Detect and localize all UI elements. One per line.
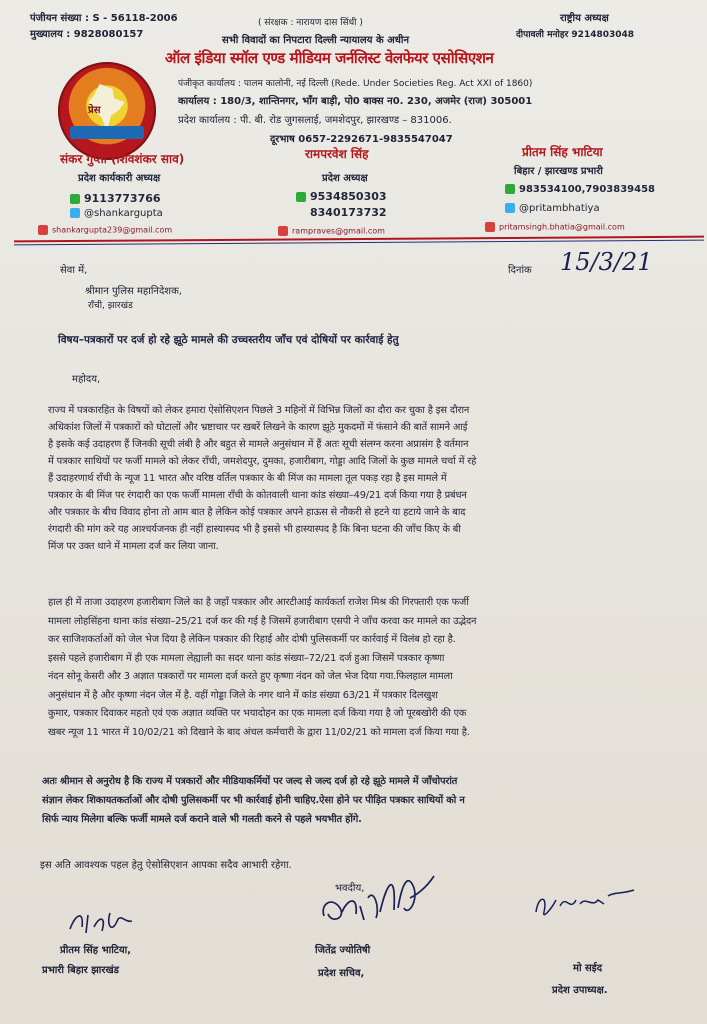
contact-3-name: प्रीतम सिंह भाटिया [522, 145, 603, 159]
association-logo [58, 62, 156, 160]
paragraph-2-line: अनुसंधान में है और कृष्णा नंदन जेल में है. वहीं गोड्डा जिले के नगर थाने में कांड संख्या 63/21 में पत्रकार दिलखुश [48, 689, 438, 701]
to-place: राँची, झारखंड [88, 301, 133, 311]
paragraph-1-line: में पत्रकार साथियों पर फर्जी मामले को लेकर राँची, जमशेदपुर, दुमका, हजारीबाग, गोड्डा आदि जिलों के कुछ मामले चर्चा में रहे [48, 456, 477, 467]
mail-icon [38, 225, 48, 235]
paragraph-1-line: मिंज पर उक्त थाने में मामला दर्ज कर लिया जाना. [48, 541, 219, 552]
signatory-2-title: प्रदेश सचिव, [318, 968, 365, 979]
paragraph-2-line: खबर न्यूज 11 भारत में 10/02/21 को दिखाने के बाद अंचल कर्मचारी के द्वारा 11/02/21 को मामला दर्ज किया गया है. [48, 726, 470, 738]
contact-3-phone: 983534100,7903839458 [505, 184, 655, 195]
head-office-phone: मुख्यालय : 9828080157 [30, 29, 144, 40]
whatsapp-icon [505, 184, 515, 194]
twitter-icon [70, 208, 80, 218]
registration-number: पंजीयन संख्या : S - 56118-2006 [30, 13, 178, 24]
national-president-label: राष्ट्रीय अध्यक्ष [560, 13, 609, 24]
paragraph-1-line: हैं उदाहरणार्थ राँची के न्यूज 11 भारत और वरिष्ठ वर्तिल पत्रकार के बी मिंज का मामला तूल पकड़ रहा है इस मामले में [48, 473, 447, 484]
paragraph-3-line: अतः श्रीमान से अनुरोध है कि राज्य में पत्रकारों और मीडियाकर्मियों पर जल्द से जल्द दर्ज हो रहे झूठे मामले में जाँचोपरांत [42, 776, 458, 787]
paragraph-1-line: राज्य में पत्रकारहित के विषयों को लेकर हमारा ऐसोसिएशन पिछले 3 महिनों में विभिन्न जिलों का दौरा कर चुका है इस दौरान [48, 405, 470, 416]
paragraph-1-line: और पत्रकार के बीच विवाद होना तो आम बात है लेकिन कोई पत्रकार अपने हाऊस से नौकरी से हटने या हटाये जाने के बाद [48, 507, 466, 518]
signatory-1-title: प्रभारी बिहार झारखंड [42, 965, 120, 976]
logo-banner [70, 126, 144, 139]
paragraph-2 [48, 594, 676, 742]
logo-press-text: प्रेस [88, 105, 101, 116]
twitter-icon [505, 203, 515, 213]
contact-1-role: प्रदेश कार्यकारी अध्यक्ष [78, 173, 161, 184]
contact-2-role: प्रदेश अध्यक्ष [322, 173, 368, 184]
paragraph-2-line: इससे पहले हजारीबाग में ही एक मामला लेह्याली का सदर थाना कांड संख्या–72/21 दर्ज हुआ जिसमें पत्रकार कृष्णा [48, 652, 445, 664]
contact-2-email[interactable]: rampraves@gmail.com [278, 226, 385, 236]
yours-faithfully: भवदीय, [335, 883, 365, 894]
paragraph-3 [42, 772, 670, 829]
signatory-1-name: प्रीतम सिंह भाटिया, [60, 945, 132, 956]
signatory-3-name: मो सईद [573, 963, 603, 974]
jurisdiction-line: सभी विवादों का निपटारा दिल्ली न्यायालय के अधीन [222, 35, 410, 46]
to-label: सेवा में, [60, 265, 88, 276]
signatory-3-title: प्रदेश उपाध्यक्ष. [552, 985, 608, 996]
whatsapp-icon [296, 192, 306, 202]
paragraph-1-line: अधिकांश जिलों में पत्रकारों को घोटालों और भ्रष्टाचार पर खबरें लिखने के कारण झूठे मुकदमों में फंसाने की बातें सामने आई [48, 422, 468, 433]
paragraph-2-line: मामला लोहसिंहना थाना कांड संख्या–25/21 दर्ज कर की गई है जिसमें हजारीबाग एसपी ने जाँच करवा कर मामले का उद्भेदन [48, 615, 477, 627]
date-label: दिनांक [508, 265, 532, 276]
date-value: 15/3/21 [560, 248, 653, 276]
paragraph-1 [48, 402, 676, 555]
office-address: कार्यालय : 180/3, शान्तिनगर, भाँग बाड़ी, पो0 बाक्स न0. 230, अजमेर (राज) 305001 [178, 96, 533, 107]
contact-1-name: संकर गुप्ता (शिवशंकर साव) [60, 152, 185, 166]
paragraph-2-line: हाल ही में ताजा उदाहरण हजारीबाग जिले का है जहाँ पत्रकार और आरटीआई कार्यकर्ता राजेश मिश्र की गिरफ्तारी एक फर्जी [48, 597, 469, 608]
national-president: दीपावली मनोहर 9214803048 [516, 30, 635, 40]
salutation: महोदय, [72, 374, 101, 385]
subject-line: विषय–पत्रकारों पर दर्ज हो रहे झूठे मामले की उच्चस्तरीय जाँच एवं दोषियों पर कार्रवाई हेतु [58, 334, 399, 346]
contact-1-email[interactable]: shankargupta239@gmail.com [38, 225, 172, 235]
signature-2 [318, 868, 438, 938]
contact-3-email[interactable]: pritamsingh.bhatia@gmail.com [485, 222, 625, 232]
paragraph-1-line: पत्रकार के बी मिंज पर रंगदारी का एक फर्जी मामला राँची के कोतवाली थाना कांड संख्या–49/21 दर्ज किया गया है प्रबंधन [48, 490, 467, 501]
contact-3-twitter: @pritambhatiya [505, 203, 600, 214]
paragraph-1-line: रंगदारी की मांग करे यह आश्चर्यजनक ही नहीं हास्यास्पद भी है इससे भी हास्यास्पद है कि बिना घटना की जाँच किए के बी [48, 524, 461, 535]
contact-2-name: रामपरवेश सिंह [305, 147, 369, 161]
state-office-address: प्रदेश कार्यालय : पी. बी. रोड जुगसलाई, जमशेदपुर, झारखण्ड – 831006. [178, 115, 452, 126]
paragraph-2-line: नंदन सोनू केसरी और 3 अज्ञात पत्रकारों पर मामला दर्ज करते हुए कृष्णा नंदन को जेल भेज दिया गया.फिलहाल मामला [48, 671, 453, 682]
contact-2-phone-2: 8340173732 [310, 206, 387, 219]
mail-icon [278, 226, 288, 236]
contact-3-role: बिहार / झारखण्ड प्रभारी [514, 166, 603, 177]
paragraph-2-line: कर साजिशकर्ताओं को जेल भेज दिया है लेकिन पत्रकार की रिहाई और दोषी पुलिसकर्मी पर कार्रवाई में विलंब हो रहा है. [48, 634, 456, 645]
patron-line: ( संरक्षक : नारायण दास सिंधी ) [258, 18, 363, 28]
contact-1-twitter: @shankargupta [70, 208, 163, 219]
signatory-2-name: जितेंद्र ज्योतिषी [315, 945, 371, 956]
mail-icon [485, 222, 495, 232]
organization-name: ऑल इंडिया स्मॉल एण्ड मीडियम जर्नलिस्ट वेलफेयर एसोसिएशन [165, 49, 494, 67]
closing-line: इस अति आवश्यक पहल हेतु ऐसोसिएशन आपका सदैव आभारी रहेगा. [40, 860, 292, 871]
registered-office: पंजीकृत कार्यालय : पालम कालोनी, नई दिल्ली (Rede. Under Societies Reg. Act XXI of 1860) [178, 79, 533, 89]
contact-2-phone-1: 9534850303 [296, 190, 387, 203]
paragraph-2-line: कुमार, पत्रकार दिवाकर महतो एवं एक अज्ञात व्यक्ति पर भयादोहन का एक मामला दर्ज किया गया है जो पूरबखोरी की एक [48, 708, 467, 719]
to-name: श्रीमान पुलिस महानिदेशक, [85, 286, 182, 297]
contact-1-phone: 9113773766 [70, 192, 161, 205]
signature-3 [530, 882, 640, 926]
paragraph-3-line: सिर्फ न्याय मिलेगा बल्कि फर्जी मामले दर्ज कराने वाले भी गलती करने से पहले भयभीत होंगे. [42, 814, 362, 825]
paragraph-3-line: संज्ञान लेकर शिकायतकर्ताओं और दोषी पुलिसकर्मी पर भी कार्रवाई होनी चाहिए.ऐसा होने पर पीड़ित पत्रकार साथियों को न [42, 795, 465, 806]
office-phone: दूरभाष 0657-2292671-9835547047 [270, 134, 453, 145]
paragraph-1-line: है इसके कई उदाहरण हैं जिनकी सूची लंबी है और बहुत से मामले अनुसंधान में हैं अतः सूची संलग्न करना अप्रासंग है वर्तमान [48, 439, 469, 450]
signature-1 [66, 905, 136, 939]
whatsapp-icon [70, 194, 80, 204]
